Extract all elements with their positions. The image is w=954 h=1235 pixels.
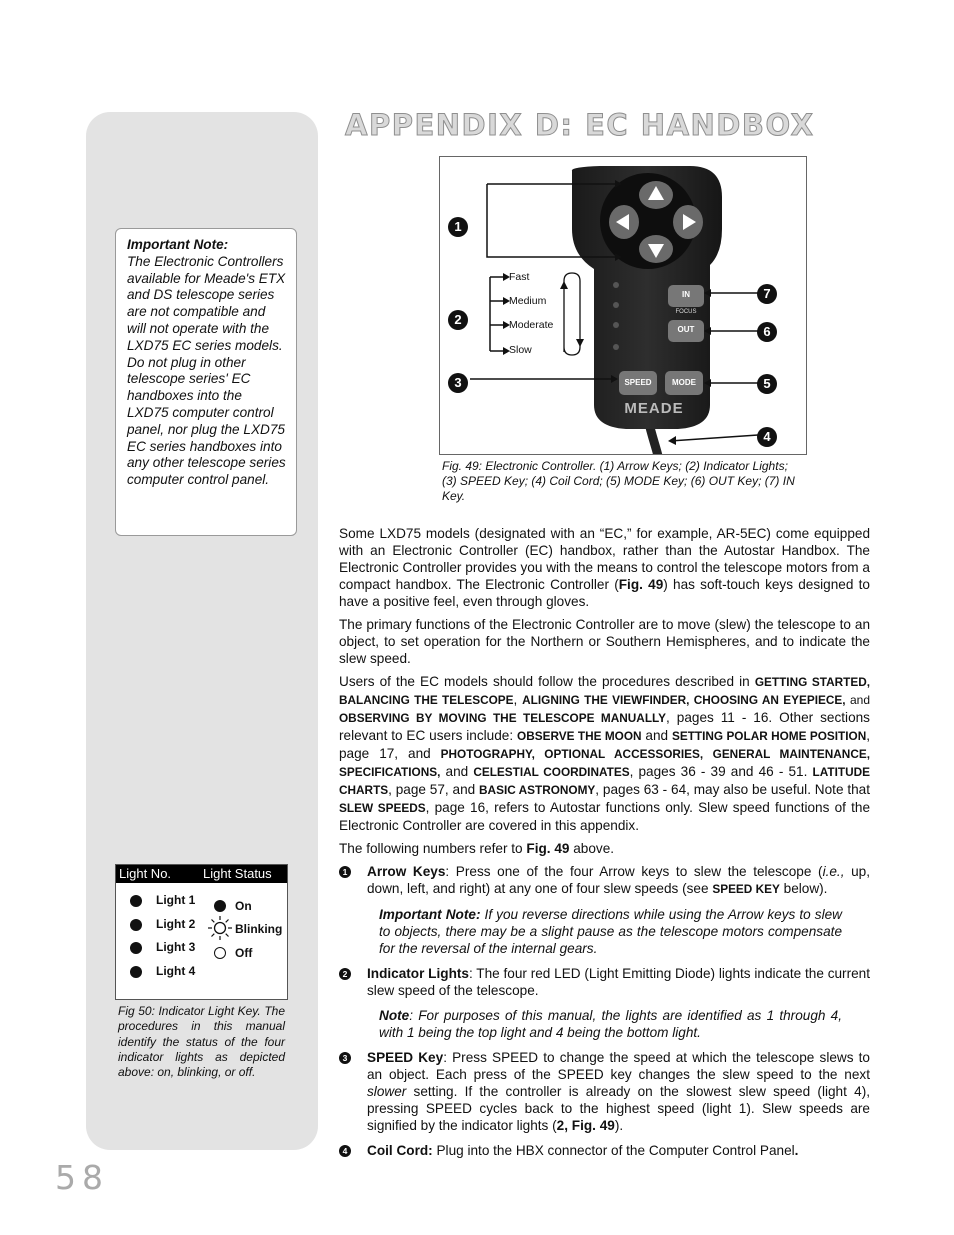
indicator-lights-note: Note: For purposes of this manual, the lights are identified as 1 through 4, with 1 being the top light and 4 being the bottom light. — [379, 1008, 842, 1040]
item-indicator-lights: 2 Indicator Lights: The four red LED (Light Emitting Diode) lights indicate the current slew speed of the telescope. — [339, 965, 870, 999]
meade-logo: MEADE — [624, 400, 684, 417]
bullet-4: 4 — [339, 1145, 351, 1157]
figure-50-indicator-light-key — [115, 864, 288, 1000]
speed-label-moderate: Moderate — [509, 319, 554, 331]
callout-4: 4 — [757, 427, 777, 447]
page-title: APPENDIX D: EC HANDBOX — [345, 108, 815, 142]
bullet-3: 3 — [339, 1052, 351, 1064]
refers-paragraph: The following numbers refer to Fig. 49 above. — [339, 841, 615, 856]
in-key-label: IN — [682, 290, 690, 299]
light-4-dot — [130, 966, 142, 978]
status-blinking-label: Blinking — [235, 922, 283, 936]
intro-paragraph: Some LXD75 models (designated with an “EC,” for example, AR-5EC) come equipped with an Electronic Controller (EC) handbox, rather than the Autostar Handbox. The Electronic Controller provides you with the means to control the telescope motors from a compact handbox. The Electronic Controller (Fig. 49) has soft-touch keys designed to have a positive feel, even through gloves. — [339, 526, 870, 609]
header-light-status: Light Status — [203, 866, 272, 881]
item-arrow-keys: 1 Arrow Keys: Press one of the four Arrow keys to slew the telescope (i.e., up, down, left, and right) at any one of four slew speeds (see SPEED KEY below). — [339, 863, 870, 898]
callout-3: 3 — [448, 373, 468, 393]
bullet-1: 1 — [339, 866, 351, 878]
status-on-label: On — [235, 899, 252, 913]
important-note-box — [115, 228, 297, 536]
item-speed-key: 3 SPEED Key: Press SPEED to change the speed at which the telescope slews to an object. Each press of the SPEED key changes the slew speed to the next slower setting. If the controller is already on the slowest slew speed (light 4), pressing SPEED cycles back to the highest speed (light 1). Slew speeds are signified by the indicator lights (2, Fig. 49). — [339, 1049, 870, 1134]
procedures-paragraph: Users of the EC models should follow the procedures described in GETTING STARTED, BALANCING THE TELESCOPE, ALIGNING THE VIEWFINDER, CHOOSING AN EYEPIECE, and OBSERVING BY MOVING THE TELESCOPE MANUALLY, pages 11 - 16. Other sections relevant to EC users include: OBSERVE THE MOON and SETTING POLAR HOME POSITION, page 17, and PHOTOGRAPHY, OPTIONAL ACCESSORIES, GENERAL MAINTENANCE, SPECIFICATIONS, and CELESTIAL COORDINATES, pages 36 - 39 and 46 - 51. LATITUDE CHARTS, page 57, and BASIC ASTRONOMY, pages 63 - 64, may also be useful. Note that SLEW SPEEDS, page 16, refers to Autostar functions only. Slew speed functions of the Electronic Controller are covered in this appendix. — [339, 674, 871, 833]
mode-key-label: MODE — [672, 378, 696, 387]
out-key-label: OUT — [677, 325, 695, 334]
header-light-no: Light No. — [119, 866, 172, 881]
figure-50-header — [116, 865, 287, 883]
speed-label-slow: Slow — [509, 344, 532, 356]
light-2-dot — [130, 919, 142, 931]
arrow-keys-note: Important Note: If you reverse directions while using the Arrow keys to slew to objects, there may be a slight pause as the telescope motors compensate for the reversal of the internal gears. — [379, 907, 842, 956]
callout-1: 1 — [448, 217, 468, 237]
speed-label-medium: Medium — [509, 295, 547, 307]
main-text — [339, 525, 870, 1167]
light-3-dot — [130, 942, 142, 954]
speed-label-fast: Fast — [509, 271, 530, 283]
figure-49-caption: Fig. 49: Electronic Controller. (1) Arrow Keys; (2) Indicator Lights; (3) SPEED Key; (4) Coil Cord; (5) MODE Key; (6) OUT Key; (7) IN Key. — [442, 459, 795, 503]
callout-5: 5 — [757, 374, 777, 394]
status-blinking-icon — [207, 915, 233, 941]
light-4-label: Light 4 — [156, 964, 196, 978]
light-1-dot — [130, 895, 142, 907]
functions-paragraph: The primary functions of the Electronic Controller are to move (slew) the telescope to an object, to set operation for the Northern or Southern Hemispheres, and to indicate the slew speed. — [339, 617, 870, 666]
callout-7: 7 — [757, 284, 777, 304]
callout-2: 2 — [448, 310, 468, 330]
figure-49-electronic-controller — [439, 156, 807, 455]
callout-6: 6 — [757, 322, 777, 342]
status-on-icon — [214, 900, 226, 912]
item-coil-cord: 4 Coil Cord: Plug into the HBX connector of the Computer Control Panel. — [339, 1142, 870, 1159]
light-3-label: Light 3 — [156, 940, 196, 954]
light-1-label: Light 1 — [156, 893, 196, 907]
status-off-label: Off — [235, 946, 253, 960]
important-note-title: Important Note: — [127, 237, 229, 252]
light-2-label: Light 2 — [156, 917, 196, 931]
focus-label: FOCUS — [675, 309, 697, 315]
speed-key-label: SPEED — [624, 378, 652, 387]
important-note-text: The Electronic Controllers available for Meade's ETX and DS telescope series are not compatible and will not operate with the LXD75 EC series models. Do not plug in other telescope series' EC handboxes into the LXD75 computer control panel, nor plug the LXD75 EC series handboxes into any other telescope series computer control panel. — [127, 253, 286, 488]
bullet-2: 2 — [339, 968, 351, 980]
status-off-icon — [214, 947, 226, 959]
page-number: 58 — [55, 1158, 109, 1197]
figure-50-caption: Fig 50: Indicator Light Key. The procedures in this manual identify the status of the four indicator lights as depicted above: on, blinking, or off. — [118, 1004, 285, 1080]
